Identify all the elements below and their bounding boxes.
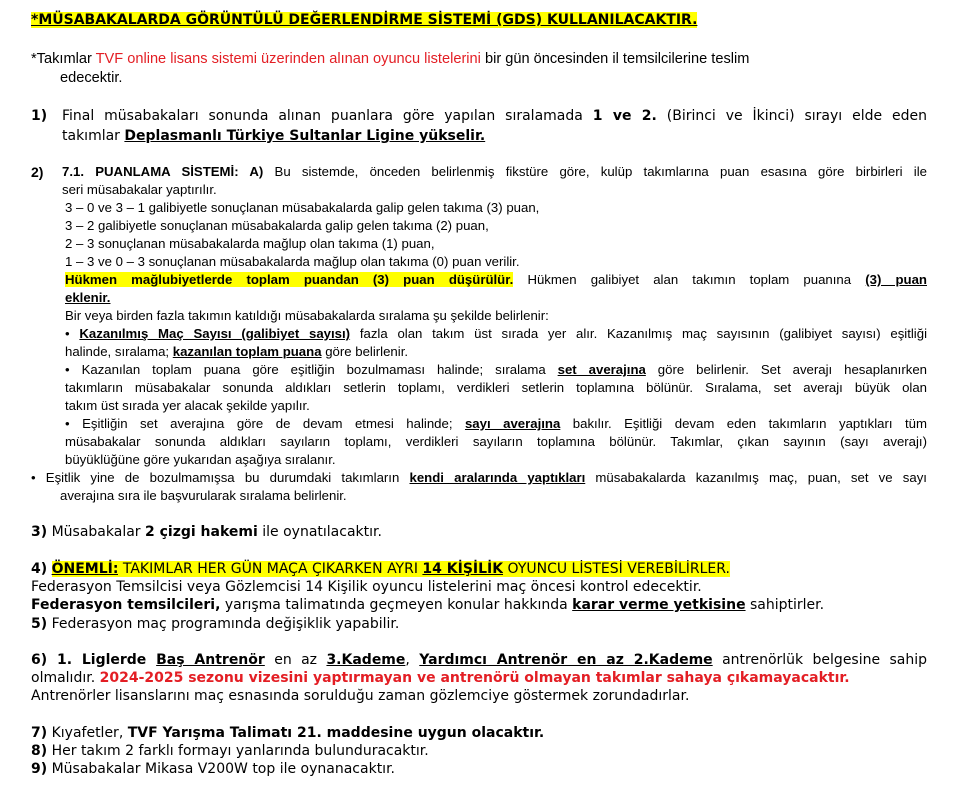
rule-line: 2 – 3 sonuçlanan müsabakalarda mağlup olan takıma (1) puan,: [65, 236, 435, 251]
ranking-bullet-2-line-2: takımların müsabakalar sonunda aldıkları setlerin toplamı, verdikleri setlerin toplamına bölünür. Sıralama, set averajı büyük olan: [65, 380, 927, 395]
rule-line: 3 – 2 galibiyetle sonuçlanan müsabakalarda galip gelen takıma (2) puan,: [65, 218, 489, 233]
item-2-number: 2): [31, 164, 44, 180]
forfeit-line-1: Hükmen mağlubiyetlerde toplam puandan (3) puan düşürülür. Hükmen galibiyet alan takımın toplam puanına (3) puan: [65, 272, 927, 287]
item-1-line-1: Final müsabakaları sonunda alınan puanlara göre yapılan sıralamada 1 ve 2. (Birinci ve İkinci) sırayı elde eden: [62, 108, 927, 124]
rule-line: 3 – 0 ve 3 – 1 galibiyetle sonuçlanan müsabakalarda galip gelen takıma (3) puan,: [65, 200, 540, 215]
item-4-line-3: Federasyon temsilcileri, yarışma talimatında geçmeyen konular hakkında karar verme yetkisine sahiptirler.: [31, 597, 825, 613]
item-2-heading-line-2: seri müsabakalar yaptırılır.: [62, 182, 217, 197]
ranking-bullet-4-line-1: • Eşitlik yine de bozulmamışsa bu durumdaki takımların kendi aralarında yaptıkları müsabakalarda kazanılmış maç, puan, set ve sayı: [31, 470, 927, 485]
intro-line-2: edecektir.: [60, 70, 123, 86]
item-9: 9) Müsabakalar Mikasa V200W top ile oynanacaktır.: [31, 761, 395, 777]
item-6-line-2: olmalıdır. 2024-2025 sezonu vizesini yaptırmayan ve antrenörü olmayan takımlar sahaya çıkamayacaktır.: [31, 670, 850, 686]
ranking-bullet-1-line-1: • Kazanılmış Maç Sayısı (galibiyet sayısı) fazla olan takım üst sırada yer alır. Kazanılmış maç sayısının (galibiyet sayısı) eşitliği: [65, 326, 928, 341]
item-6-line-1: 6) 1. Liglerde Baş Antrenör en az 3.Kademe, Yardımcı Antrenör en az 2.Kademe antrenörlük belgesine sahip: [31, 652, 928, 668]
item-4-line-2: Federasyon Temsilcisi veya Gözlemcisi 14 Kişilik oyuncu listelerini maç öncesi kontrol edecektir.: [31, 579, 702, 595]
item-2-heading: 7.1. PUANLAMA SİSTEMİ: A) Bu sistemde, önceden belirlenmiş fikstüre göre, kulüp takımlarına puan esasına göre birbirleri ile: [62, 164, 927, 179]
item-5: 5) Federasyon maç programında değişiklik yapabilir.: [31, 616, 400, 632]
item-1-number: 1): [31, 108, 48, 124]
ranking-bullet-2-line-3: takım üst sırada yer alacak şekilde yapılır.: [65, 398, 310, 413]
ranking-bullet-1-line-2: halinde, sıralama; kazanılan toplam puana göre belirlenir.: [65, 344, 409, 359]
item-4-line-1: 4) ÖNEMLİ: TAKIMLAR HER GÜN MAÇA ÇIKARKEN AYRI 14 KİŞİLİK OYUNCU LİSTESİ VEREBİLİRLER.: [31, 561, 730, 577]
item-6-line-3: Antrenörler lisanslarını maç esnasında sorulduğu zaman gözlemciye göstermek zorundadırlar.: [31, 688, 690, 704]
rule-line: 1 – 3 ve 0 – 3 sonuçlanan müsabakalarda mağlup olan takıma (0) puan verilir.: [65, 254, 520, 269]
item-3: 3) Müsabakalar 2 çizgi hakemi ile oynatılacaktır.: [31, 524, 382, 540]
page-title: *MÜSABAKALARDA GÖRÜNTÜLÜ DEĞERLENDİRME SİSTEMİ (GDS) KULLANILACAKTIR.: [31, 12, 698, 28]
ranking-bullet-3-line-3: büyüklüğüne göre yukarıdan aşağıya sıralanır.: [65, 452, 336, 467]
ranking-intro: Bir veya birden fazla takımın katıldığı müsabakalarda sıralama şu şekilde belirlenir:: [65, 308, 549, 323]
intro-line-1: *Takımlar TVF online lisans sistemi üzerinden alınan oyuncu listelerini bir gün öncesinden il temsilcilerine teslim: [31, 51, 750, 67]
item-7: 7) Kıyafetler, TVF Yarışma Talimatı 21. maddesine uygun olacaktır.: [31, 725, 545, 741]
ranking-bullet-3-line-1: • Eşitliğin set averajına göre de devam etmesi halinde; sayı averajına bakılır. Eşitliği devam eden takımların yaptıkları tüm: [65, 416, 927, 431]
ranking-bullet-2-line-1: • Kazanılan toplam puana göre eşitliğin bozulmaması halinde; sıralama set averajına göre belirlenir. Set averajı hesaplanırken: [65, 362, 927, 377]
ranking-bullet-4-line-2: averajına sıra ile başvurularak sıralama belirlenir.: [60, 488, 347, 503]
item-8: 8) Her takım 2 farklı formayı yanlarında bulunduracaktır.: [31, 743, 429, 759]
item-1-line-2: takımlar Deplasmanlı Türkiye Sultanlar Ligine yükselir.: [62, 128, 486, 144]
forfeit-line-2: eklenir.: [65, 290, 111, 305]
ranking-bullet-3-line-2: müsabakalar sonunda aldıkları sayıların toplamı, verdikleri sayıların toplamına bölünür. Takımlar, çıkan sayının (sayı averajı): [65, 434, 927, 449]
